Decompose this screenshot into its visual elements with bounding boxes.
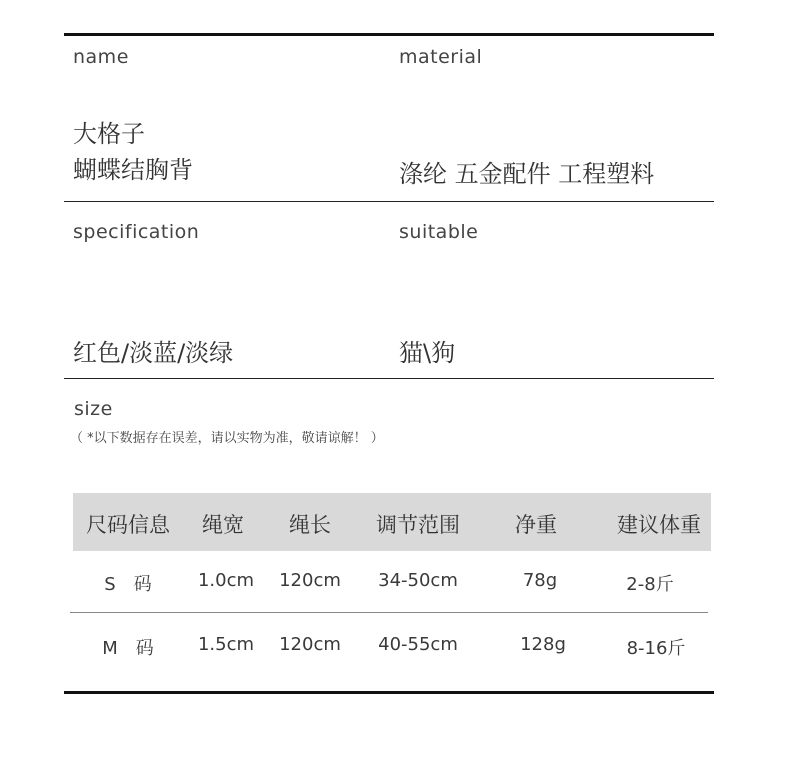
specification-value: 红色/淡蓝/淡绿: [73, 339, 234, 367]
material-value: 涤纶 五金配件 工程塑料: [399, 160, 655, 188]
name-value-line2: 蝴蝶结胸背: [73, 156, 193, 184]
header-net-weight: 净重: [515, 513, 557, 537]
size-note: （ *以下数据存在误差，请以实物为准，敬请谅解！ ）: [70, 431, 384, 446]
header-rope-length: 绳长: [289, 513, 331, 537]
name-value-line1: 大格子: [73, 120, 145, 148]
row-m-weight: 128g: [520, 634, 566, 655]
material-label: material: [399, 46, 483, 68]
divider-2: [64, 378, 714, 379]
row-m-range: 40-55cm: [378, 634, 458, 655]
row-s-range: 34-50cm: [378, 570, 458, 591]
table-row-divider: [70, 612, 708, 613]
row-m-length: 120cm: [279, 634, 341, 655]
row-s-size: S 码: [104, 574, 152, 595]
suitable-value: 猫\狗: [399, 339, 456, 367]
suitable-label: suitable: [399, 221, 479, 243]
header-suggested-weight: 建议体重: [617, 513, 701, 537]
row-s-weight: 78g: [522, 570, 558, 591]
row-m-size: M 码: [102, 638, 154, 659]
name-label: name: [73, 46, 129, 68]
top-border: [64, 33, 714, 36]
size-label: size: [74, 398, 113, 420]
row-s-width: 1.0cm: [197, 570, 255, 591]
row-m-suggested: 8-16斤: [626, 638, 686, 659]
header-size-info: 尺码信息: [86, 513, 170, 537]
row-s-length: 120cm: [279, 570, 341, 591]
header-rope-width: 绳宽: [202, 513, 244, 537]
header-adjust-range: 调节范围: [376, 513, 460, 537]
row-s-suggested: 2-8斤: [626, 574, 674, 595]
divider-1: [64, 201, 714, 202]
bottom-border: [64, 691, 714, 694]
specification-label: specification: [73, 221, 200, 243]
row-m-width: 1.5cm: [197, 634, 255, 655]
